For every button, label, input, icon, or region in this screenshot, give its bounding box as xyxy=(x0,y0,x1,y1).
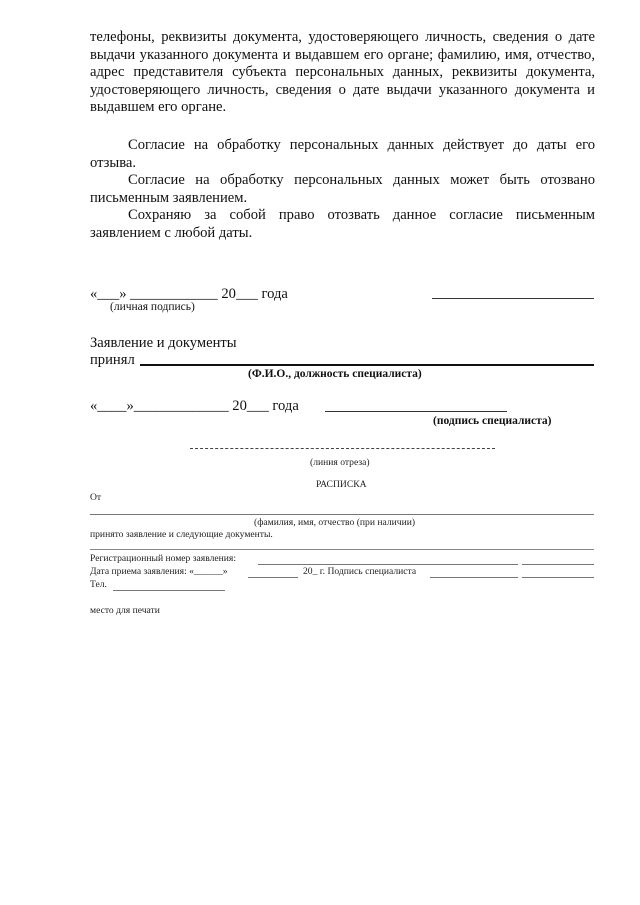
receipt-date-year: 20_ г. Подпись специалиста xyxy=(303,566,417,577)
intro-paragraph xyxy=(90,29,595,117)
receipt-accepted-docs: принято заявление и следующие документы. xyxy=(90,529,273,540)
cut-line-caption: (линия отреза) xyxy=(310,457,370,468)
receipt-tel-label: Тел. xyxy=(90,579,107,590)
consent-revocation-text: Согласие на обработку персональных данных может быть отозвано письменным заявлением. xyxy=(90,172,595,206)
receipt-reg-number-line xyxy=(258,564,518,565)
receipt-name-caption: (фамилия, имя, отчество (при наличии) xyxy=(254,517,416,528)
receipt-stamp-place: место для печати xyxy=(90,605,160,616)
consent-paragraphs xyxy=(90,137,595,242)
specialist-signature-caption: (подпись специалиста) xyxy=(433,415,552,427)
consent-right-text: Сохраняю за собой право отозвать данное согласие письменным заявлением с любой даты. xyxy=(90,207,595,241)
receipt-month-line xyxy=(248,577,298,578)
accepted-label: принял xyxy=(90,352,135,368)
accepted-date-line: «____»_____________ 20___ года xyxy=(90,398,299,414)
consent-validity-text: Согласие на обработку персональных данных действует до даты его отзыва. xyxy=(90,137,595,171)
receipt-from-label: От xyxy=(90,492,102,503)
personal-signature-caption: (личная подпись) xyxy=(110,301,195,313)
receipt-reg-number-label: Регистрационный номер заявления: xyxy=(90,553,236,564)
specialist-name-line xyxy=(140,364,594,366)
receipt-specialist-signature-line-2 xyxy=(522,577,594,578)
receipt-title: РАСПИСКА xyxy=(316,479,367,490)
receipt-tel-line xyxy=(113,590,225,591)
receipt-date-label: Дата приема заявления: «______» xyxy=(90,566,228,577)
receipt-docs-line xyxy=(90,549,594,550)
signature-line xyxy=(432,298,594,299)
accepted-line-1: Заявление и документы xyxy=(90,335,237,351)
specialist-signature-line xyxy=(325,411,507,412)
receipt-reg-number-line-2 xyxy=(522,564,594,565)
cut-line xyxy=(190,448,495,449)
signature-date-line: «___» ____________ 20___ года xyxy=(90,286,288,302)
intro-text: телефоны, реквизиты документа, удостоверяющего личность, сведения о дате выдачи указанного документа и выдавшем его органе; фамилию, имя, отчество, адрес представителя субъекта персональных данных, реквизиты документа, удостоверяющего личность, сведения о дате выдачи указанного документа и выдавшем его органе. xyxy=(90,29,595,115)
receipt-name-line xyxy=(90,514,594,515)
receipt-specialist-signature-line xyxy=(430,577,518,578)
specialist-caption: (Ф.И.О., должность специалиста) xyxy=(248,368,422,380)
